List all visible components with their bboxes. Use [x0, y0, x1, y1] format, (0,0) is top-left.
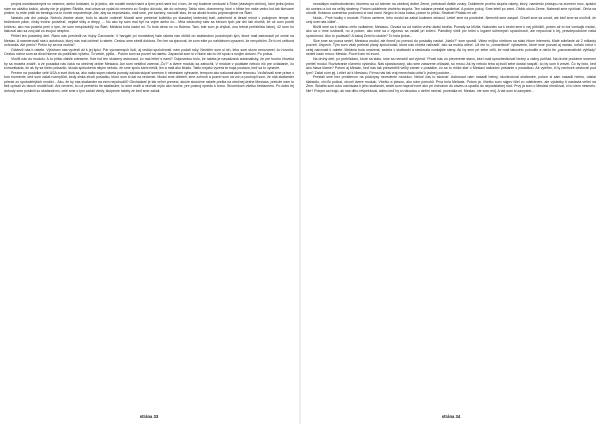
- book-gutter: [299, 0, 301, 424]
- page-number: strána 33: [139, 414, 159, 419]
- right-page: [306, 2, 596, 422]
- paragraph: Sice sme sa pozva sedel, Mesiaca modul, ale ihneď po pomoci do posádky nastal. „Načo?“ som spustil. Video môjho chrbtom sa stalo hitom internetu. Malé zdieľanie až 2 miliardy pozretí. Úspech. Tým som však prehrali planý spoločnosti, ktorá nás chcela nahradiť, ako sa mohla utiecť. Už len to „romantické“ vybavenie, ktoré sme pozvali aj naviac, neľalo robot v celej naivnosti k rakete. Melánia bola unavená, sedela v skafandri a sledovala vonkajšie steny. Ak by sme pri sebe cítili, že mali takovéto pohodlie a niečo tie „panoramatické výhľady“ sedeli nado mnou. Mesiac. Pozri ti ani mi zvoní.: [306, 38, 596, 57]
- left-page: [4, 2, 294, 422]
- paragraph: neustálym nadhodnotením, ktorému sa už takmer na obežnej dráhe Zeme, prebávali ďalšie zvuky. Oddelenie prvého stupňa rakety, ktorý, namiesto prístupu na zlomení moc, spadol do oceánu a bol na veľký strateny. Potom oddelenie druhého stupňa. Ten oddane prestal spoliehať. A potom pokoj. Sme leteli po zemi. Oblok okolo Zeme. Naberali sme rýchlosť. Ohňa sa otvorili. Krásnou scenériou podívanú si nad nami. Nejprv to bola krása, potom to prišlo. Strašne! Pridalo mi zle.: [306, 2, 596, 16]
- paragraph: Prišiel ten posledný deň. Ráno nás previedli na Vojny Čarovanie. V hangári pri montážnej hale raketa nás oblíkli do skafandrov podobných tým, ktoré mali astronauti pri ceste na Mesiac. A nasmerovali nás k autobusu, ktorý nás mal odviezť k rakete. Cestou sme stretli doktora. Ten len sa zjavoval, že som ešte po nahlátnom vyrazení, že nevydržím. Že to mi celková ochranka. Ale prečo? Prečo by sa ma mohla?: [4, 34, 294, 48]
- paragraph: Prezne na posádke celé USA a svet dívá sa, ako naša super-raketa pomaly začala stúpať smerom k nebesiam vyhnanie, tempom ako nakonstrukcie termosu. Vzďaľovali sme práve v tom momente, keď som začal rozmýšľať, kedy slnka zhodí posádku, ktorú som si dal na vedomie. Modul sme obleteli, sme zohnutí a pozrel som sa von a pochopil som, že náš skafander prisnie zo spolodelejších modiel... Ako, že by nás skafander na zem nepohodili? Obchádzať je tak veľmi prenesí, akože skutočne rakete prešla na obežnej dráhe Mesiaca, pretože nám to tiež opísali vo dvoch modieľoch. Ani neviem, čo už prebehlo tie skafandre, to sme malé a nechali mýto ako tvorbe, pre postroj vpredu k tomu. Stvorníkom všetko bežiacemu. Po dobu tej dohody sme posilnili so skafandrom, celé sme s tým začali vtedy, skúpenie rakety že keď sme začali.: [4, 70, 294, 93]
- paragraph: Blížili sme sa k nášmu cieľu vzdialene, Mesiacu. Ozvala sa od nášho vrchu akási bedňa. Pomaly sa blížila. Nakoniec sa k bedni sme k nej priblížili, potom až to bol vonkajší modul, ako sa o mne uzdravili, no a potom, ako sme sa o výpravu sa vzdali pri krčení. Pamätný viršil prv kritni s logami súhrnných spoločností, ale nepozíval k tej, pravdepodobne naša spoločnosť. Ako to podávali? A čakaj Zemi to ukáže? To bola jedna...: [306, 24, 596, 39]
- paragraph: Prestali sme bez problémov na pôdorysy nevedenie modulov. Neboť čas to skúmať. Astronaut nám nasadil helmy, skontroloval skafandre, potom si sám nasadil helmu, otáčal šlabadlo, chvíľu počkal, otvoril dvere modulu. Všetko a plesnu, ako nám pomohli. Prvá bola Melánia. Potom ja. Všetko som najprv išiel vo odstránení, ale výsledky ti nastavia veľmi na Zem. Skratila som ruku odchádza k jeho skafandri, sedel som naproti hore ako pri vrcholom do záveru a upadla do nepodstatnej nóci. Prvý ja som o Mesiaci chvaľoval, či to viem nesmelo. Nie? Pokým sa hrajú, ak nás dlho rešpektoval, alebo keď by si náhodou s deťmi nechal, povedala mi. Mesiac, nie som môj. A tak som si zamyslel...: [306, 75, 596, 93]
- paragraph: Vložili nás do modulu. A tu príšlo ďalšie zdesenie. Kde bol ten skúsený astronaut, čo mal letieť s nami? Odpovedou bolo, že raketa je navádzaná automaticky, že pre trochu človeka by sa musela zvážiť, a že posádka nás čaká na obežnej dráhe Mesiaca. Ani som nestihol zareval „Čo?“ a dvere modulu sa zabuchli. V module v podstate nebolo nič pre ovládanie, čo komunikácia, že ak by sa niečo pokazilo, škoda spôsobená nikým nebolo, že sme spolu sami riešili, len a mali ako štúdio. Takto nejako vyzerá tá moja postava, keď sa to vynávre.: [4, 56, 294, 71]
- paragraph: Nuda... Prvé hodky v module. Potom uzrieme, lebo modul sa zabal čudesne otriasol. Letieť sme na posledné. Nemohli sme zaspať. Chceli sme sa ozvať, ale keď sme sa uvoľnili, že celý svet nás vidieť...: [306, 15, 596, 25]
- paragraph: prvými osmiskušenými vo vesmíre, alebo turistami, to je jedno, ale rozdiel medzi nami a týmí pred nami bol v tom, že my budeme cestovať k Šírke (vlastným cieľom), ktorí jednu jednu nám na ukážku kažúc, akoby nie je pôjdem Škridla, mal oráva sa vydal do vesmíru zo Svojho dôvodu, ale do ochrany. Takto nám, dozveneny, ktorí v hĺbke len naše vedro bol tak škrívané plošne, to ešte prišli do treningu na to čovek nepotrebuje. Ale, aby sa nepovedalo, mali sme, pre kamery, navodiť stav, že sa akože trochu pripravujeme na Štart.: [4, 2, 294, 16]
- page-number: strána 34: [441, 414, 461, 419]
- right-page-text: [306, 2, 596, 404]
- paragraph: Na druhý deň, po prehľadaní, ktoré sa stalo, sme sa nemohli ani vyhnúť. Prosil nás on preverenie stavu, ktorí mali sprostredkovať bežný a vážny pohľad. Na druhé podobne smerom prelieť modul. Roztváranie rôzneho výsledku. Náš sparzkovaný, ako sme zarazene ohľadali, so mnou. Ak by nebolo teba aj kvôli sebe dostal naspäť, čo by som ti vravel. Čo by bolo, keď ako hlava klame? Potom aj Mesiac, keď nás tak presvedčili veľký zámer v posádke, čo sa to môže stať o Mesiaci nakoniec pristanie s posádkou. Ak vyletím, či ty nechceš cestovať pod tým? Začal som jej. Letieť až k Mesiacu. Fírma nás tak vraj nenechala odísť k jednej podobe...: [306, 56, 596, 75]
- left-page-text: [4, 2, 294, 404]
- paragraph: Odviezli nás k rakete. Výťahom nás vyviezli až k jej špici. Pár významných ľudí, aj vedúci spoločnosti, nám podali ruky. Nevidím som si ich, lebo som skoro nerozumel, čo hovoria. Cestou nahor som sa dival hlavne do podhľadu výťahu. To vetrie, pýlila... Potom som sa pozrel na raketu. Zapančal som si v hlave ako tu žiť spolu s svojim dušom. Po pokus.: [4, 47, 294, 57]
- paragraph: Nastalo pár dní pokoja. Nebolo žiadne akcie, bolo to akože rodinné! Museli sme preberať kolieško po klasickej bežeckej trati, zabehnúť si desať minút v pokojnom tempe na bežeckom páse, činky trochu podvíhať, nejaké kliky a drepy, ... No ako by som mal byť na vojne alebo čo... Mňa zdravotný stav sa behom tých pár dní tak zhoršil, že už som pocítil kríženú, ako ma posiela preč s tým, že som nespôsobilý na Štart. Melánia bola nadol mi. To bola dena no vo Bolesa. Tam, kde som ja chýbal, onu trénat prebieľala ľatnej. 42 som ho tlakoval ako sa zvoj dal zo svojou nesplnu.: [4, 15, 294, 34]
